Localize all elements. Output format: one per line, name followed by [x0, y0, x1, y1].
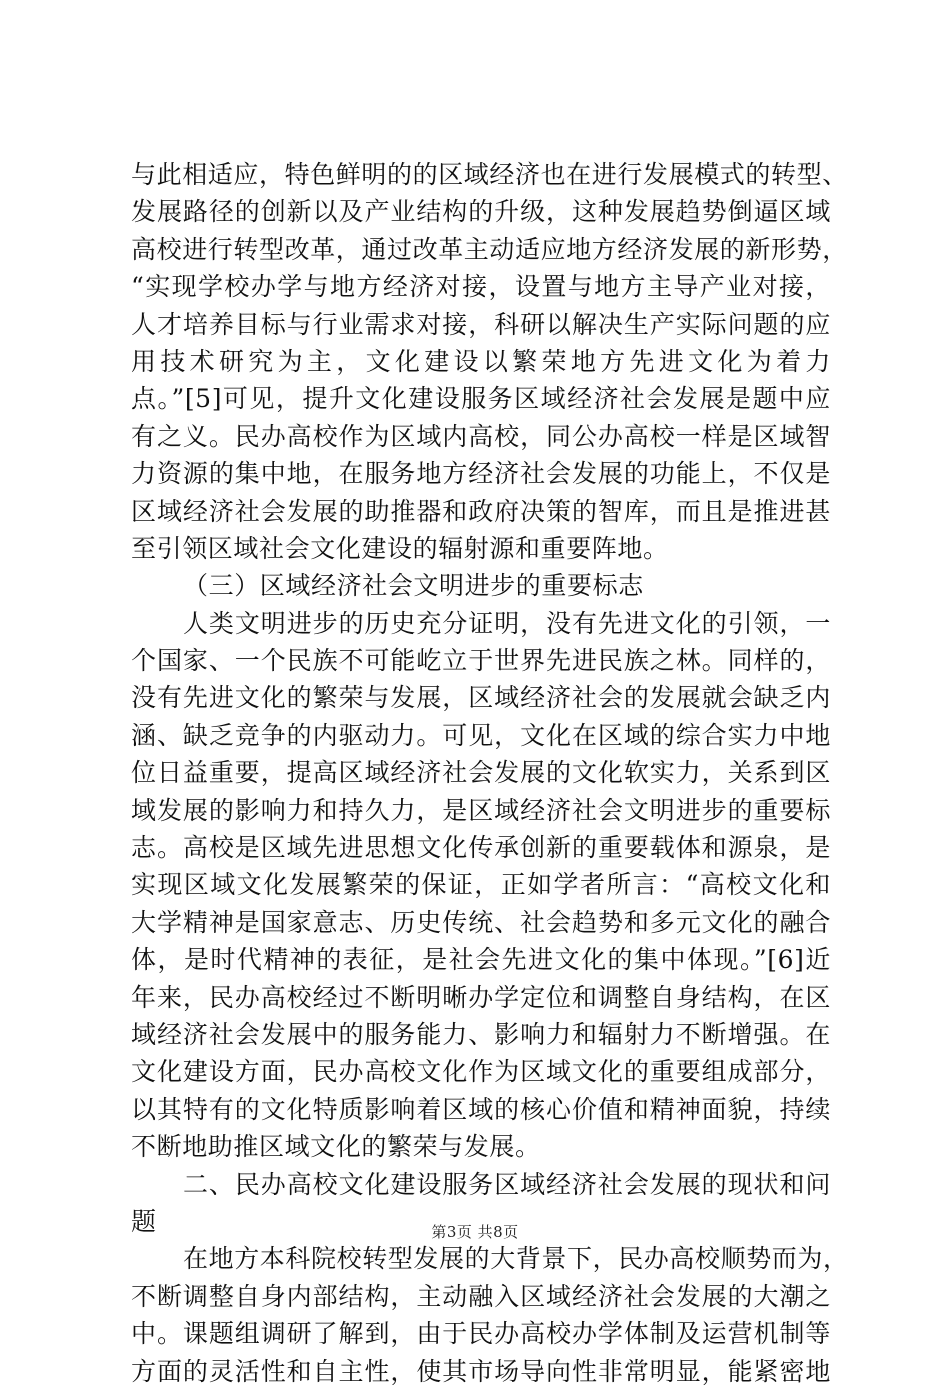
text-line: 用技术研究为主，文化建设以繁荣地方先进文化为着力	[131, 346, 831, 376]
text-line: 有之义。民办高校作为区域内高校，同公办高校一样是区域智	[131, 421, 831, 451]
section-heading-continuation: 题	[131, 1206, 157, 1236]
text-line: 中。课题组调研了解到，由于民办高校办学体制及运营机制等	[131, 1319, 831, 1349]
text-line: 年来，民办高校经过不断明晰办学定位和调整自身结构，在区	[131, 982, 831, 1012]
text-line: 力资源的集中地，在服务地方经济社会发展的功能上，不仅是	[131, 459, 831, 489]
text-line: 以其特有的文化特质影响着区域的核心价值和精神面貌，持续	[131, 1094, 831, 1124]
text-line: 不断地助推区域文化的繁荣与发展。	[131, 1132, 541, 1162]
text-line: 大学精神是国家意志、历史传统、社会趋势和多元文化的融合	[131, 907, 831, 937]
document-body	[131, 156, 849, 1390]
text-line: 没有先进文化的繁荣与发展，区域经济社会的发展就会缺乏内	[131, 683, 831, 713]
text-line: 涵、缺乏竞争的内驱动力。可见，文化在区域的综合实力中地	[131, 720, 831, 750]
text-line: 域经济社会发展中的服务能力、影响力和辐射力不断增强。在	[131, 1019, 831, 1049]
text-line: “实现学校办学与地方经济对接，设置与地方主导产业对接，	[131, 272, 831, 302]
text-line: 方面的灵活性和自主性，使其市场导向性非常明显，能紧密地	[131, 1356, 831, 1386]
text-line: 志。高校是区域先进思想文化传承创新的重要载体和源泉，是	[131, 833, 831, 863]
text-line: 在地方本科院校转型发展的大背景下，民办高校顺势而为，	[183, 1244, 849, 1274]
text-line: 区域经济社会发展的助推器和政府决策的智库，而且是推进甚	[131, 496, 831, 526]
text-line: 域发展的影响力和持久力，是区域经济社会文明进步的重要标	[131, 795, 831, 825]
text-line: 个国家、一个民族不可能屹立于世界先进民族之林。同样的，	[131, 646, 831, 676]
text-line: 位日益重要，提高区域经济社会发展的文化软实力，关系到区	[131, 758, 831, 788]
text-line: 高校进行转型改革，通过改革主动适应地方经济发展的新形势，	[131, 234, 848, 264]
text-line: 人才培养目标与行业需求对接，科研以解决生产实际问题的应	[131, 309, 831, 339]
section-heading: 二、民办高校文化建设服务区域经济社会发展的现状和问	[183, 1169, 831, 1199]
text-line: 至引领区域社会文化建设的辐射源和重要阵地。	[131, 533, 669, 563]
text-line: 发展路径的创新以及产业结构的升级，这种发展趋势倒逼区域	[131, 197, 831, 227]
text-line: 与此相适应，特色鲜明的的区域经济也在进行发展模式的转型、	[131, 160, 848, 189]
text-line: 不断调整自身内部结构，主动融入区域经济社会发展的大潮之	[131, 1281, 831, 1311]
text-line: 体，是时代精神的表征，是社会先进文化的集中体现。”[6]近	[131, 945, 831, 975]
page-number-footer: 第3页 共8页	[431, 1223, 519, 1241]
text-line: 人类文明进步的历史充分证明，没有先进文化的引领，一	[183, 608, 831, 638]
section-heading: （三）区域经济社会文明进步的重要标志	[183, 571, 644, 601]
text-line: 实现区域文化发展繁荣的保证，正如学者所言：“高校文化和	[131, 870, 831, 900]
text-line: 点。”[5]可见，提升文化建设服务区域经济社会发展是题中应	[131, 384, 831, 414]
text-line: 文化建设方面，民办高校文化作为区域文化的重要组成部分，	[131, 1057, 831, 1087]
